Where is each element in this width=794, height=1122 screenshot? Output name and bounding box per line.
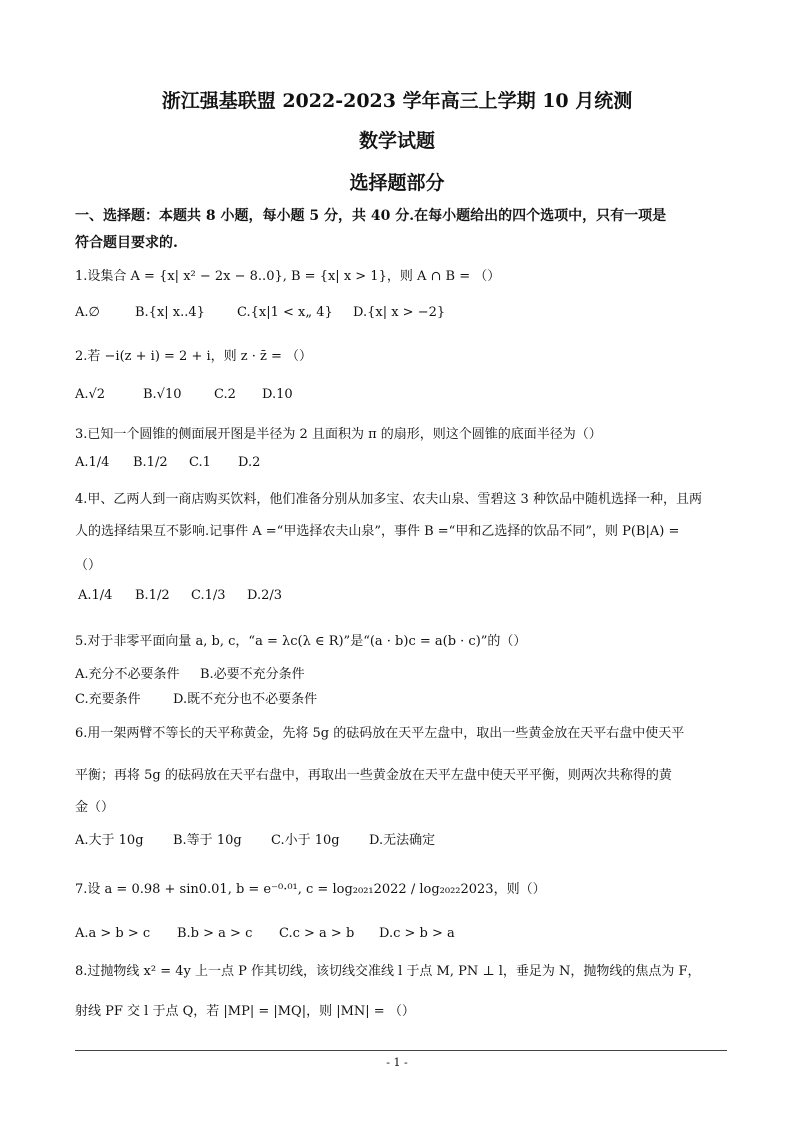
question-4-option-c: C.1/3 (191, 588, 226, 603)
question-6-text-line-2: 平衡；再将 5g 的砝码放在天平右盘中，再取出一些黄金放在天平左盘中使天平平衡，则两次共称得的黄 (75, 768, 672, 783)
question-5-option-d: D.既不充分也不必要条件 (173, 692, 318, 707)
question-4-text-line-2: 人的选择结果互不影响.记事件 A =“甲选择农夫山泉”，事件 B =“甲和乙选择的饮品不同”，则 P(B|A) = (75, 524, 680, 539)
section-instructions-line-2: 符合题目要求的. (75, 235, 178, 251)
question-2-option-c: C.2 (214, 387, 236, 402)
question-7-option-c: C.c > a > b (279, 926, 355, 941)
question-8-text-line-1: 8.过抛物线 x² = 4y 上一点 P 作其切线，该切线交准线 l 于点 M, PN ⊥ l，垂足为 N，抛物线的焦点为 F， (75, 964, 701, 979)
question-3-option-d: D.2 (238, 455, 261, 470)
page-number: - 1 - (386, 1056, 408, 1069)
question-2-option-b: B.√10 (143, 387, 182, 402)
question-6-option-d: D.无法确定 (369, 833, 436, 848)
question-7-option-b: B.b > a > c (177, 926, 253, 941)
question-3-option-a: A.1/4 (75, 455, 110, 470)
question-4-text-line-1: 4.甲、乙两人到一商店购买饮料，他们准备分别从加多宝、农夫山泉、雪碧这 3 种饮品中随机选择一种，且两 (75, 492, 702, 507)
question-7-text: 7.设 a = 0.98 + sin0.01, b = e⁻⁰·⁰¹, c = log₂₀₂₁2022 / log₂₀₂₂2023，则（） (75, 882, 546, 897)
exam-title: 浙江强基联盟 2022-2023 学年高三上学期 10 月统测 (161, 90, 633, 112)
question-5-text: 5.对于非零平面向量 a, b, c，“a = λc(λ ∈ R)”是“(a · b)c = a(b · c)”的（） (75, 634, 527, 649)
question-6-option-a: A.大于 10g (75, 833, 144, 848)
question-3-option-b: B.1/2 (133, 455, 168, 470)
question-7-option-a: A.a > b > c (75, 926, 151, 941)
question-1-option-a: A.∅ (75, 305, 100, 320)
question-4-text-line-3: （） (75, 558, 102, 573)
question-4-option-a: A.1/4 (78, 588, 113, 603)
question-4-option-b: B.1/2 (135, 588, 170, 603)
question-2-text: 2.若 −i(z + i) = 2 + i，则 z · z̄ = （） (75, 349, 313, 364)
question-1-option-b: B.{x| x..4} (135, 305, 205, 320)
question-3-option-c: C.1 (189, 455, 211, 470)
question-5-option-a: A.充分不必要条件 (75, 667, 180, 682)
question-6-option-b: B.等于 10g (173, 833, 242, 848)
question-7-option-d: D.c > b > a (379, 926, 455, 941)
part-title: 选择题部分 (349, 172, 445, 194)
footer-divider (75, 1050, 727, 1051)
subject-title: 数学试题 (358, 130, 435, 152)
question-5-option-c: C.充要条件 (75, 692, 141, 707)
question-6-option-c: C.小于 10g (271, 833, 340, 848)
question-1-text: 1.设集合 A = {x| x² − 2x − 8..0}, B = {x| x > 1}，则 A ∩ B = （） (75, 269, 501, 284)
question-8-text-line-2: 射线 PF 交 l 于点 Q，若 |MP| = |MQ|，则 |MN| = （） (75, 1004, 415, 1019)
question-2-option-d: D.10 (262, 387, 293, 402)
question-6-text-line-1: 6.用一架两臂不等长的天平称黄金，先将 5g 的砝码放在天平左盘中，取出一些黄金放在天平右盘中使天平 (75, 726, 685, 741)
question-1-option-c: C.{x|1 < x„ 4} (237, 305, 333, 320)
question-6-text-line-3: 金（） (75, 800, 115, 815)
question-4-option-d: D.2/3 (247, 588, 283, 603)
question-1-option-d: D.{x| x > −2} (353, 305, 446, 320)
question-3-text: 3.已知一个圆锥的侧面展开图是半径为 2 且面积为 π 的扇形，则这个圆锥的底面半径为（） (75, 427, 602, 442)
question-2-option-a: A.√2 (75, 387, 106, 402)
section-instructions-line-1: 一、选择题：本题共 8 小题，每小题 5 分，共 40 分.在每小题给出的四个选项中，只有一项是 (75, 208, 667, 224)
question-5-option-b: B.必要不充分条件 (200, 667, 305, 682)
